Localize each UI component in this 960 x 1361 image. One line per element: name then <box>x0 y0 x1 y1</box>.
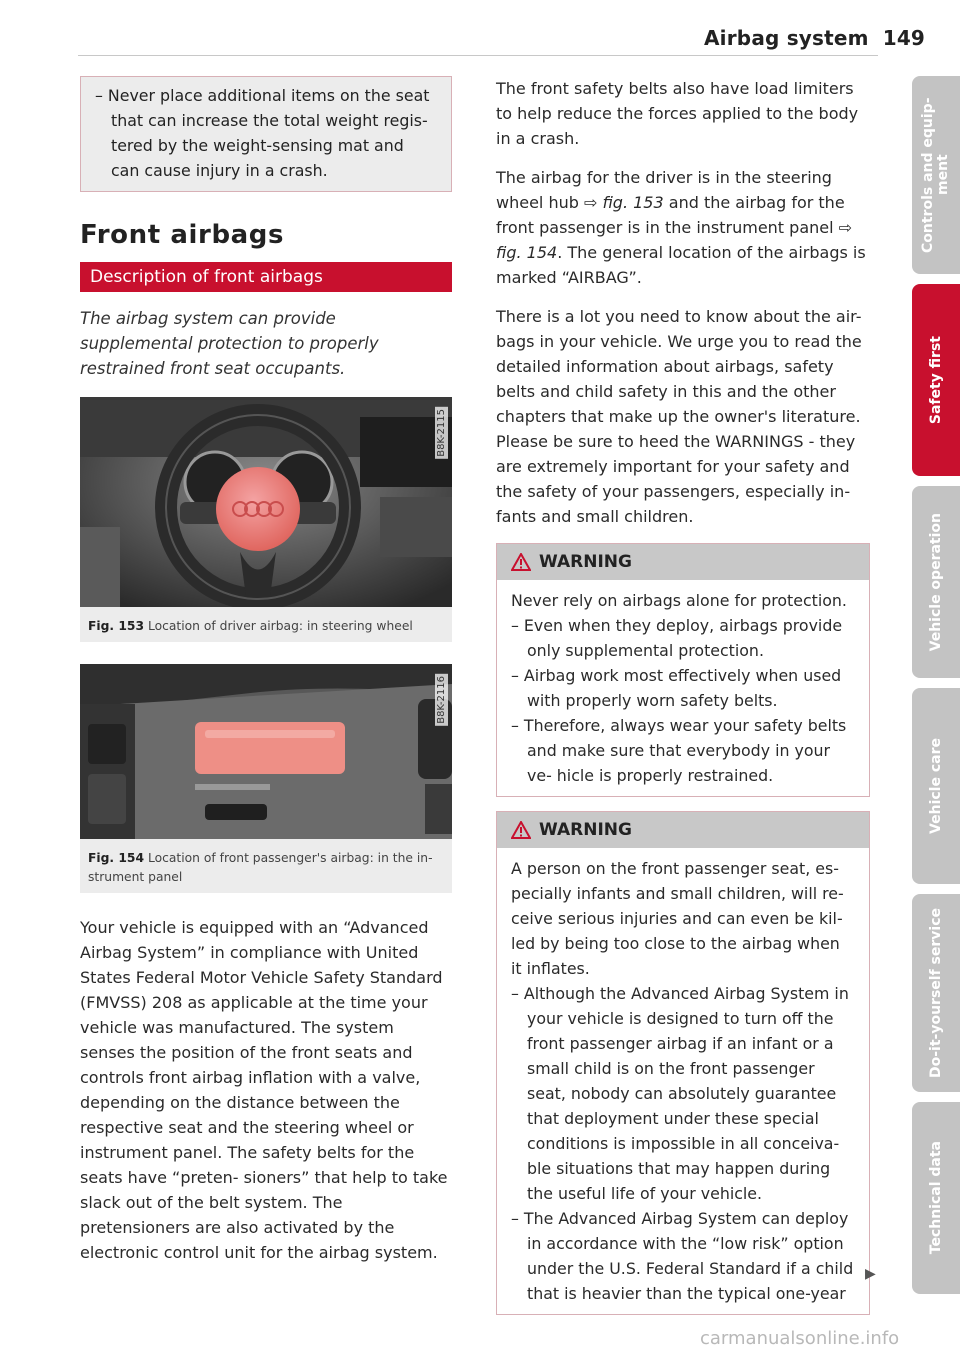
intro-text: The airbag system can provide supplemental protection to properly restrained front seat occupants. <box>80 309 379 378</box>
warning-header <box>497 812 869 848</box>
figure-ref-153[interactable]: ⇨ fig. 153 <box>583 193 664 212</box>
warning-title: WARNING <box>539 552 632 572</box>
figure-code: B8K-2116 <box>436 676 447 724</box>
instrument-panel-illustration <box>80 664 452 843</box>
tab-vehicle-operation[interactable] <box>912 486 960 678</box>
tab-label: Technical data <box>927 1141 944 1255</box>
warning-triangle-icon <box>511 821 531 839</box>
figure-154 <box>80 664 452 893</box>
warning-box-2 <box>496 811 870 1315</box>
right-column <box>496 76 870 1325</box>
tab-label: Controls and equip- ment <box>920 97 951 253</box>
warning-intro: Never rely on airbags alone for protection. <box>511 591 847 610</box>
tab-label: Do-it-yourself service <box>927 907 944 1078</box>
left-column <box>80 76 452 1279</box>
airbag-location-paragraph <box>496 165 870 290</box>
advanced-airbag-paragraph: Your vehicle is equipped with an “Advanced Airbag System” in compliance with United States Federal Motor Vehicle Safety Standard (FMVSS) 208 as applicable at the time your vehicle was manufactured. The system senses the position of the front seats and controls front airbag inflation with a valve, depending on the distance between the respective seat and the steering wheel or instrument panel. The safety belts for the seats have “preten- sioners” that help to take slack out of the belt system. The pretensioners are also activated by the electronic control unit for the airbag system. <box>80 918 448 1262</box>
figure-caption-text: Location of front passenger's airbag: in the in- strument panel <box>88 851 433 884</box>
continue-arrow-icon: ▶ <box>865 1266 876 1282</box>
tab-safety-first[interactable] <box>912 284 960 476</box>
text-run: and the airbag for the front passenger is in the instrument panel <box>496 193 845 237</box>
figure-label: Fig. 153 <box>88 619 145 633</box>
warning-body <box>497 580 869 796</box>
page-header <box>704 26 926 50</box>
caution-item: – Never place additional items on the seat that can increase the total weight regis- tered by the weight-sensing mat and can cause injury in a crash. <box>95 86 430 180</box>
tab-vehicle-care[interactable] <box>912 688 960 884</box>
continued-caution-box <box>80 76 452 192</box>
warning-intro: A person on the front passenger seat, es- pecially infants and small children, will re- ceive serious injuries and can even be kil- led by being too close to the airbag when it inflates. <box>511 859 844 978</box>
tab-label: Vehicle care <box>927 738 944 834</box>
warning-triangle-icon <box>511 553 531 571</box>
figure-caption <box>80 843 452 887</box>
warning-header <box>497 544 869 580</box>
text-run: The airbag for the driver is in the steering wheel hub <box>496 168 832 212</box>
warning-item: – Although the Advanced Airbag System in your vehicle is designed to turn off the front passenger airbag if an infant or a small child is on the front passenger seat, nobody can absolutely guarantee that deployment under these special conditions is impossible in all conceiva- ble situations that may happen during the useful life of your vehicle. <box>511 984 849 1203</box>
site-watermark: carmanualsonline.info <box>700 1328 900 1349</box>
warning-box-1 <box>496 543 870 797</box>
tab-do-it-yourself-service[interactable] <box>912 894 960 1092</box>
steering-wheel-illustration <box>80 397 452 611</box>
header-divider <box>78 55 878 56</box>
warning-item: – Even when they deploy, airbags provide only supplemental protection. <box>511 616 843 660</box>
text-run: . The general location of the airbags is marked “AIRBAG”. <box>496 243 866 287</box>
page-number: 149 <box>882 26 926 50</box>
tab-technical-data[interactable] <box>912 1102 960 1294</box>
subsection-heading: Description of front airbags <box>80 262 452 292</box>
warning-title: WARNING <box>539 820 632 840</box>
read-literature-paragraph: There is a lot you need to know about the air- bags in your vehicle. We urge you to read the detailed information about airbags, safety belts and child safety in this and the other chapters that make up the owner's literature. Please be sure to heed the WARNINGS - they are extremely important for your safety and the safety of your passengers, especially in- fants and small children. <box>496 307 862 526</box>
warning-item: – The Advanced Airbag System can deploy in accordance with the “low risk” option under the U.S. Federal Standard if a child that is heavier than the typical one-year <box>511 1209 854 1303</box>
figure-caption <box>80 611 452 636</box>
figure-153 <box>80 397 452 642</box>
section-heading: Front airbags <box>80 220 285 250</box>
warning-item: – Therefore, always wear your safety belts and make sure that everybody in your ve- hicle is properly restrained. <box>511 716 847 785</box>
chapter-tabs <box>912 76 960 1304</box>
figure-caption-text: Location of driver airbag: in steering wheel <box>147 619 413 633</box>
tab-controls-and-equipment[interactable] <box>912 76 960 274</box>
warning-item: – Airbag work most effectively when used with properly worn safety belts. <box>511 666 842 710</box>
tab-label: Safety first <box>927 335 944 425</box>
load-limiters-paragraph: The front safety belts also have load limiters to help reduce the forces applied to the body in a crash. <box>496 79 859 148</box>
figure-label: Fig. 154 <box>88 851 145 865</box>
figure-ref-154[interactable]: ⇨ fig. 154 <box>496 218 853 262</box>
section-title: Airbag system <box>704 26 869 50</box>
tab-label: Vehicle operation <box>927 512 944 652</box>
warning-body <box>497 848 869 1314</box>
figure-code: B8K-2115 <box>436 409 447 457</box>
